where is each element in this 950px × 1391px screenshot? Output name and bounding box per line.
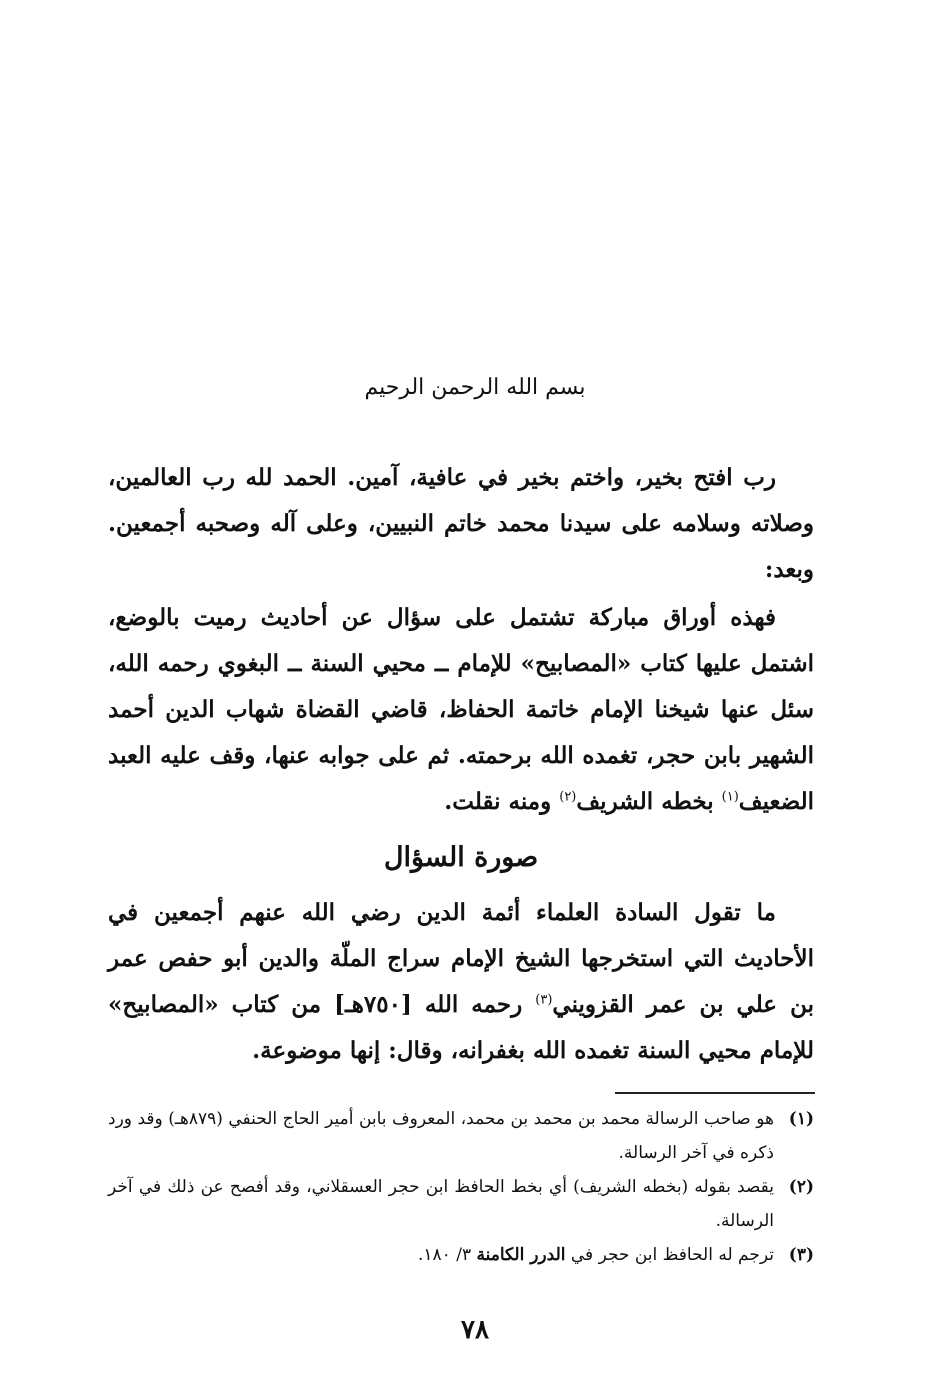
question-text-2: رحمه الله [٧٥٠هـ] من كتاب «المصابيح» للإمام محيي السنة تغمده الله بغفرانه، وقال: إنها موضوعة. [108, 991, 814, 1064]
footnote-text: هو صاحب الرسالة محمد بن محمد بن محمد، المعروف بابن أمير الحاج الحنفي (٨٧٩هـ) وقد ورد ذكره في آخر الرسالة. [108, 1109, 774, 1163]
description-paragraph [108, 595, 814, 825]
footnote-text-after: ٣/ ١٨٠. [417, 1245, 477, 1265]
footnotes [108, 1102, 814, 1272]
footnote-text-before: ترجم له الحافظ ابن حجر في [565, 1245, 774, 1265]
page-number: ٧٨ [461, 1315, 489, 1345]
question-text-1: ما تقول السادة العلماء أئمة الدين رضي الله عنهم أجمعين في الأحاديث التي استخرجها الشيخ الإمام سراج الملّة والدين أبو حفص عمر بن علي بن عمر القزويني [108, 899, 814, 1018]
footnote-text: يقصد بقوله (بخطه الشريف) أي بخط الحافظ ابن حجر العسقلاني، وقد أفصح عن ذلك في آخر الرسالة. [108, 1177, 774, 1231]
basmala-ornament-icon [330, 362, 620, 412]
question-paragraph [108, 890, 814, 1074]
basmala-text: بسم الله الرحمن الرحيم [364, 375, 586, 400]
intro-paragraph [108, 455, 814, 593]
basmala-calligraphy [330, 362, 620, 412]
footnote-ref-2[interactable]: (٢) [559, 789, 577, 805]
footnote-3 [108, 1238, 814, 1272]
footnote-1 [108, 1102, 814, 1170]
description-text-3: ومنه نقلت. [444, 788, 560, 815]
footnote-2 [108, 1170, 814, 1238]
footnote-text [108, 1238, 774, 1272]
footnote-number: (٣) [788, 1245, 814, 1265]
book-title: الدرر الكامنة [476, 1245, 566, 1265]
footnote-ref-3[interactable]: (٣) [535, 992, 553, 1008]
footnote-ref-1[interactable]: (١) [721, 789, 739, 805]
section-title: صورة السؤال [383, 842, 539, 873]
footnote-number: (١) [788, 1109, 814, 1129]
footnote-divider [615, 1092, 815, 1094]
intro-text: رب افتح بخير، واختم بخير في عافية، آمين. الحمد لله رب العالمين، وصلاته وسلامه على سيدنا محمد خاتم النبيين، وعلى آله وصحبه أجمعين. وبعد: [108, 464, 814, 583]
footnote-number: (٢) [788, 1177, 814, 1197]
description-text-1: فهذه أوراق مباركة تشتمل على سؤال عن أحاديث رميت بالوضع، اشتمل عليها كتاب «المصابيح» للإمام ــ محيي السنة ــ البغوي رحمه الله، سئل عنها شيخنا الإمام خاتمة الحفاظ، قاضي القضاة شهاب الدين أحمد الشهير بابن حجر، تغمده الله برحمته. ثم على جوابه عنها، وقف عليه العبد الضعيف [108, 604, 814, 815]
description-text-2: بخطه الشريف [576, 788, 722, 815]
